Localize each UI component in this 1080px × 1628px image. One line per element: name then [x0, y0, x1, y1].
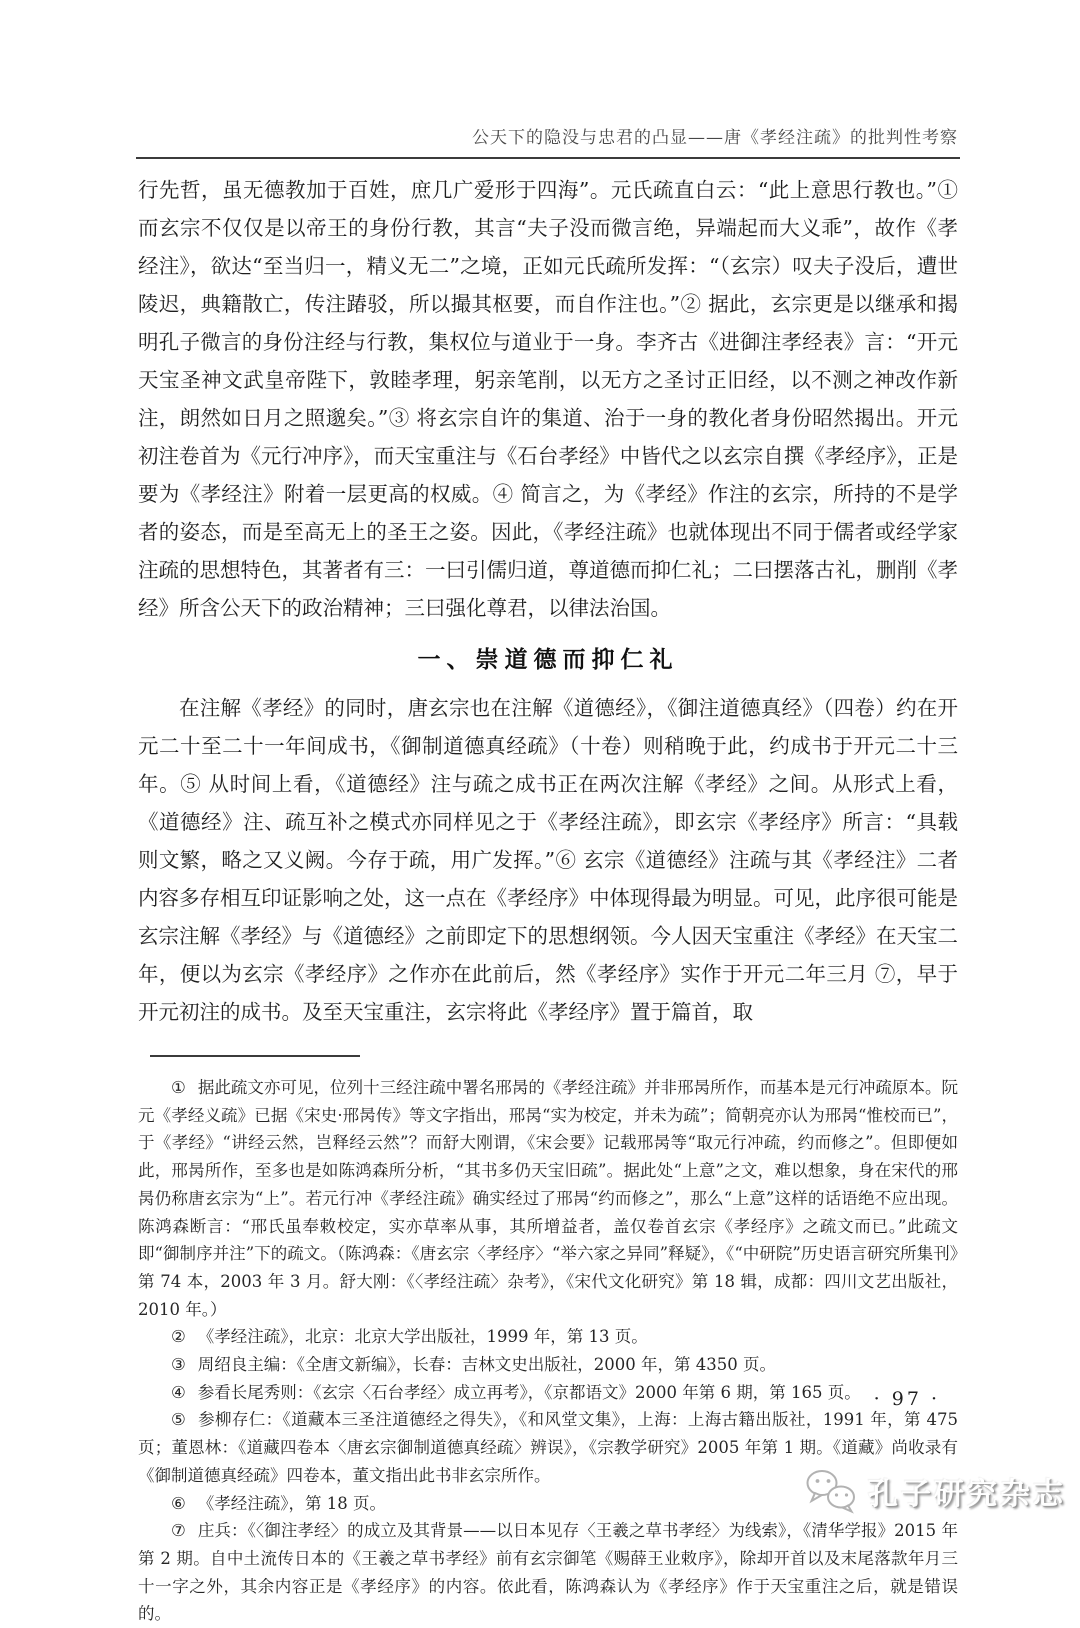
- header-rule: [136, 157, 960, 159]
- footnote-1: [138, 1074, 958, 1323]
- paragraph-continuation: 行先哲，虽无德教加于百姓，庶几广爱形于四海”。元氏疏直白云：“此上意思行教也。”① 而玄宗不仅仅是以帝王的身份行教，其言“夫子没而微言绝，异端起而大义乖”，故作《孝经注》，欲达“至当归一，精义无二”之境，正如元氏疏所发挥：“（玄宗）叹夫子没后，遭世陵迟，典籍散亡，传注踳驳，所以撮其枢要，而自作注也。”② 据此，玄宗更是以继承和揭明孔子微言的身份注经与行教，集权位与道业于一身。李齐古《进御注孝经表》言：“开元天宝圣神文武皇帝陛下，敦睦孝理，躬亲笔削，以无方之圣讨正旧经，以不测之神改作新注，朗然如日月之照邈矣。”③ 将玄宗自许的集道、治于一身的教化者身份昭然揭出。开元初注卷首为《元行冲序》，而天宝重注与《石台孝经》中皆代之以玄宗自撰《孝经序》，正是要为《孝经注》附着一层更高的权威。④ 简言之，为《孝经》作注的玄宗，所持的不是学者的姿态，而是至高无上的圣王之姿。因此，《孝经注疏》也就体现出不同于儒者或经学家注疏的思想特色，其著者有三：一曰引儒归道，尊道德而抑仁礼；二曰摆落古礼，删削《孝经》所含公天下的政治精神；三曰强化尊君，以律法治国。: [138, 178, 958, 620]
- footnote-marker: ③: [171, 1355, 186, 1375]
- watermark: [804, 1468, 1066, 1514]
- footnote-7: [138, 1517, 958, 1628]
- paragraph: 在注解《孝经》的同时，唐玄宗也在注解《道德经》，《御注道德真经》（四卷）约在开元二十至二十一年间成书，《御制道德真经疏》（十卷）则稍晚于此，约成书于开元二十三年。⑤ 从时间上看，《道德经》注与疏之成书正在两次注解《孝经》之间。从形式上看，《道德经》注、疏互补之模式亦同样见之于《孝经注疏》，即玄宗《孝经序》所言：“具载则文繁，略之又义阙。今存于疏，用广发挥。”⑥ 玄宗《道德经》注疏与其《孝经注》二者内容多存相互印证影响之处，这一点在《孝经序》中体现得最为明显。可见，此序很可能是玄宗注解《孝经》与《道德经》之前即定下的思想纲领。今人因天宝重注《孝经》在天宝二年，便以为玄宗《孝经序》之作亦在此前后，然《孝经序》实作于开元二年三月 ⑦，早于开元初注的成书。及至天宝重注，玄宗将此《孝经序》置于篇首，取: [138, 696, 958, 1024]
- footnote-2: [138, 1323, 958, 1351]
- footnote-text: 据此疏文亦可见，位列十三经注疏中署名邢昺的《孝经注疏》并非邢昺所作，而基本是元行冲疏原本。阮元《孝经义疏》已据《宋史·邢昺传》等文字指出，邢昺“实为校定，并未为疏”；简朝亮亦认为邢昺“惟校而已”，于《孝经》“讲经云然，岂释经云然”？而舒大刚谓，《宋会要》记载邢昺等“取元行冲疏，约而修之”。但即便如此，邢昺所作，至多也是如陈鸿森所分析，“其书多仍天宝旧疏”。据此处“上意”之文，难以想象，身在宋代的邢昺仍称唐玄宗为“上”。若元行冲《孝经注疏》确实经过了邢昺“约而修之”，那么“上意”这样的话语绝不应出现。陈鸿森断言：“邢氏虽奉敕校定，实亦草率从事，其所增益者，盖仅卷首玄宗《孝经序》之疏文而已。”此疏文即“御制序并注”下的疏文。（陈鸿森：《唐玄宗〈孝经序〉“举六家之异同”释疑》，《“中研院”历史语言研究所集刊》第 74 本，2003 年 3 月。舒大刚：《〈孝经注疏〉杂考》，《宋代文化研究》第 18 辑，成都：四川文艺出版社，2010 年。）: [138, 1078, 959, 1319]
- footnote-marker: ⑦: [171, 1521, 186, 1541]
- footnote-3: [138, 1351, 958, 1379]
- footnote-marker: ⑤: [171, 1410, 187, 1430]
- footnote-text: 参看长尾秀则：《玄宗〈石台孝经〉成立再考》，《京都语文》2000 年第 6 期，第 165 页。: [197, 1382, 861, 1402]
- footnote-marker: ④: [171, 1382, 186, 1402]
- footnote-text: 参柳存仁：《道藏本三圣注道德经之得失》，《和风堂文集》，上海：上海古籍出版社，1991 年，第 475 页；董恩林：《道藏四卷本〈唐玄宗御制道德真经疏〉辨误》，《宗教学研究》2005 年第 1 期。《道藏》尚收录有《御制道德真经疏》四卷本，董文指出此书非玄宗所作。: [138, 1410, 958, 1485]
- footnote-text: 周绍良主编：《全唐文新编》，长春：吉林文史出版社，2000 年，第 4350 页。: [197, 1355, 777, 1375]
- footnotes: [138, 1074, 958, 1628]
- footnote-text: 《孝经注疏》，第 18 页。: [197, 1493, 387, 1513]
- page-number: · 97 ·: [873, 1388, 940, 1410]
- footnote-separator: [150, 1055, 360, 1057]
- footnote-marker: ⑥: [171, 1493, 186, 1513]
- footnote-text: 庄兵：《〈御注孝经〉的成立及其背景——以日本见存〈王羲之草书孝经〉为线索》，《清华学报》2015 年第 2 期。自中土流传日本的《王羲之草书孝经》前有玄宗御笔《赐薛王业敕序》，除却开首以及末尾落款年月三十一字之外，其余内容正是《孝经序》的内容。依此看，陈鸿森认为《孝经序》作于天宝重注之后，就是错误的。: [138, 1521, 958, 1624]
- watermark-label: 孔子研究杂志: [868, 1478, 1066, 1511]
- running-header: 公天下的隐没与忠君的凸显——唐《孝经注疏》的批判性考察: [472, 128, 958, 148]
- section-heading: 一、崇道德而抑仁礼: [417, 646, 679, 673]
- footnote-text: 《孝经注疏》，北京：北京大学出版社，1999 年，第 13 页。: [197, 1327, 648, 1347]
- footnote-marker: ①: [171, 1078, 186, 1097]
- wechat-icon: [804, 1468, 858, 1514]
- footnote-marker: ②: [171, 1327, 186, 1347]
